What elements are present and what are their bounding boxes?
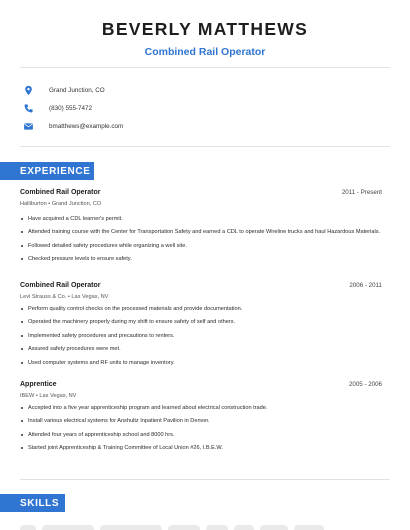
job-title: Apprentice [20,381,57,388]
skill-chip [206,525,228,530]
job-dates: 2011 - Present [341,189,382,196]
contact-list [20,81,390,135]
skills-list [20,525,324,530]
job-role-title: Combined Rail Operator [144,46,266,58]
job-company: Levi Strauss & Co. [20,294,67,300]
location-pin-icon [23,85,34,96]
contact-item-email [20,117,390,135]
divider-contact [20,146,390,147]
job-header [20,282,382,292]
divider-experience [20,479,390,480]
list-item: Perform quality control checks on the processed materials and provide documentation. [20,305,382,313]
skill-chip [100,525,162,530]
job-header [20,189,382,199]
job-title: Combined Rail Operator [20,282,101,289]
job-dates: 2006 - 2011 [349,282,382,289]
job-location: Grand Junction, CO [51,201,102,207]
resume-header [0,19,410,58]
skill-chip [294,525,324,530]
list-item: Followed detailed safety procedures while organizing a well site. [20,242,382,250]
divider-top [20,67,390,68]
list-item: Attended four years of apprenticeship school and 8000 hrs. [20,431,382,439]
contact-phone-text: (830) 555-7472 [49,104,93,112]
job-header [20,381,382,391]
job-duties-list [20,305,382,367]
section-title-skills: SKILLS [20,497,60,509]
skill-chip [260,525,288,530]
email-icon [23,121,34,132]
candidate-name: BEVERLY MATTHEWS [101,19,309,39]
job-entry [20,381,382,452]
job-company: IBEW [20,393,35,399]
list-item: Implemented safety procedures and precautions to renters. [20,332,382,340]
list-item: Attended training course with the Center for Transportation Safety and earned a CDL to operate Wireline trucks and haul Hazardous Materials. [20,228,382,236]
job-duties-list [20,215,382,263]
list-item: Accepted into a five year apprenticeship program and learned about electrical construction trade. [20,404,382,412]
list-item: Used computer systems and RF units to manage inventory. [20,359,382,367]
job-dates: 2005 - 2006 [348,381,382,388]
contact-item-location [20,81,390,99]
skill-chip [42,525,94,530]
contact-email-text: bmatthews@example.com [49,122,124,130]
contact-item-phone [20,99,390,117]
job-location: Las Vegas, NV [39,393,77,399]
job-employer: IBEW • Las Vegas, NV [20,393,77,399]
job-employer: Halliburton • Grand Junction, CO [20,201,102,207]
job-entry [20,282,382,367]
job-location: Las Vegas, NV [71,294,109,300]
job-duties-list [20,404,382,452]
skill-chip [234,525,254,530]
list-item: Assured safety procedures were met. [20,345,382,353]
list-item: Checked pressure levels to ensure safety. [20,255,382,263]
list-item: Have acquired a CDL learner's permit. [20,215,382,223]
list-item: Install various electrical systems for Anshultz Inpatient Pavilion in Denver. [20,417,382,425]
phone-icon [23,103,34,114]
job-employer: Levi Strauss & Co. • Las Vegas, NV [20,294,109,300]
list-item: Started joint Apprenticeship & Training Committee of Local Union #26, I.B.E.W. [20,444,382,452]
section-header-experience [0,162,94,180]
section-header-skills [0,494,65,512]
list-item: Operated the machinery properly during my shift to ensure safety of self and others. [20,318,382,326]
section-title-experience: EXPERIENCE [20,165,91,177]
job-company: Halliburton [20,201,47,207]
job-title: Combined Rail Operator [20,189,101,196]
job-entry [20,189,382,263]
skill-chip [168,525,200,530]
contact-location-text: Grand Junction, CO [49,86,105,94]
skill-chip [20,525,36,530]
